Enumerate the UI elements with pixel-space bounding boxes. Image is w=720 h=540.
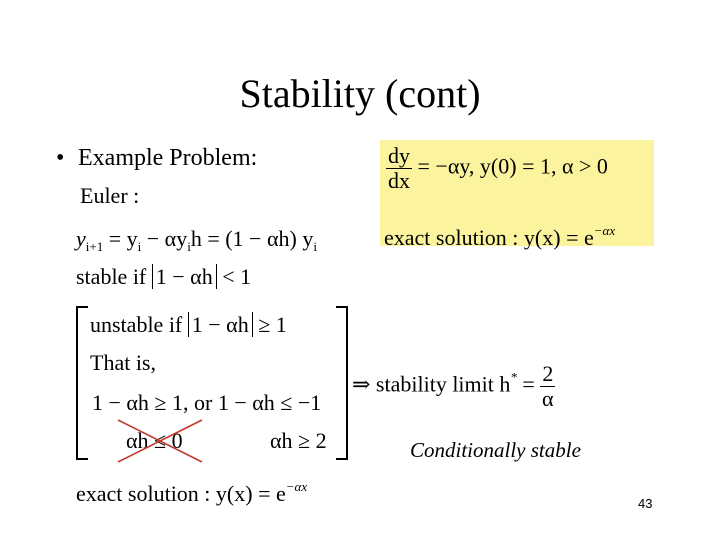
limit-numerator: 2: [542, 361, 554, 386]
implies-text: ⇒ stability limit h: [352, 371, 511, 397]
bottom-exact-exponent: −αx: [285, 479, 308, 494]
left-bracket: [76, 306, 88, 460]
unstable-suffix: ≥ 1: [252, 312, 287, 337]
unstable-abs: 1 − αh: [188, 312, 253, 337]
h-star: *: [510, 369, 517, 385]
box-exact-exponent: −αx: [593, 223, 616, 238]
stable-prefix: stable if: [76, 264, 152, 289]
case-kept: αh ≥ 2: [270, 428, 327, 453]
bullet-text: Example Problem:: [78, 145, 258, 171]
euler-rhs-sub-2: i: [187, 239, 191, 254]
bullet-example-problem: [56, 142, 257, 174]
box-exact-text: exact solution : y(x) = e: [384, 225, 594, 250]
unstable-prefix: unstable if: [90, 312, 188, 337]
euler-label: Euler :: [80, 183, 140, 208]
bottom-exact-text: exact solution : y(x) = e: [76, 481, 286, 506]
box-exact-solution: [384, 218, 615, 251]
euler-rhs-sub-1: i: [137, 239, 142, 254]
page-number: 43: [638, 496, 653, 511]
case-crossed: αh ≤ 0: [126, 428, 183, 453]
cases-line: 1 − αh ≥ 1, or 1 − αh ≤ −1: [92, 390, 322, 415]
that-is: That is,: [90, 350, 156, 375]
stability-limit: [352, 362, 555, 411]
conditionally-stable-note: Conditionally stable: [410, 438, 581, 462]
limit-denominator: α: [542, 386, 554, 411]
limit-fraction: [540, 362, 555, 411]
bottom-exact-solution: [76, 474, 307, 507]
cross-out-mark: [116, 418, 206, 464]
bullet-icon: •: [56, 145, 65, 171]
ode-fraction: [386, 144, 412, 193]
ode-numerator: dy: [388, 143, 410, 168]
unstable-condition: [90, 312, 287, 338]
euler-equation: [76, 226, 317, 260]
stable-suffix: < 1: [216, 264, 252, 289]
stable-abs: 1 − αh: [152, 264, 217, 289]
ode-rest: = −αy, y(0) = 1, α > 0: [412, 153, 608, 179]
euler-lhs-sub: i+1: [85, 239, 104, 254]
euler-lhs: y: [76, 226, 86, 251]
implies-eq: =: [516, 371, 541, 397]
ode-denominator: dx: [388, 168, 410, 193]
ode-equation: [386, 144, 608, 193]
euler-rhs: = y: [108, 226, 138, 251]
right-bracket: [336, 306, 348, 460]
euler-rhs-sub-3: i: [313, 239, 317, 254]
euler-rhs-mid: − αy: [141, 226, 188, 251]
slide-title: Stability (cont): [239, 71, 481, 116]
euler-rhs-end: h = (1 − αh) y: [190, 226, 314, 251]
stable-condition: [76, 264, 251, 290]
